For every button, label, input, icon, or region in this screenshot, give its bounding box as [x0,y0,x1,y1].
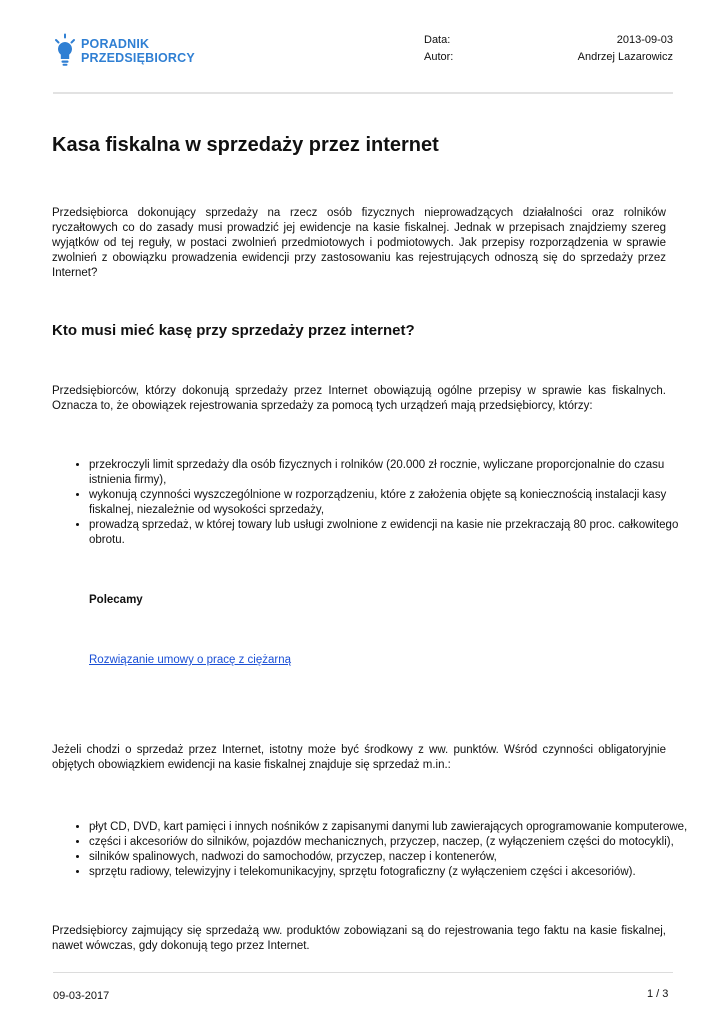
logo-line-1: PORADNIK [81,37,150,51]
list-item: • silników spalinowych, nadwozi do samochodów, przyczep, naczep i kontenerów, [89,850,703,865]
products-list [52,820,703,880]
list-item: • sprzętu radiowy, telewizyjny i telekomunikacyjny, sprzętu fotograficzny (z wyłączeniem części i akcesoriów). [89,865,703,880]
meta-date-row [424,33,673,50]
page-number: 1 / 3 [647,988,669,1000]
lightbulb-icon [53,33,77,67]
logo[interactable] [53,33,195,67]
list-item: • płyt CD, DVD, kart pamięci i innych nośników z zapisanymi danymi lub zawierających oprogramowanie komputerowe, [89,820,703,835]
obligations-list [52,458,703,548]
paragraph-2: Jeżeli chodzi o sprzedaż przez Internet, istotny może być środkowy z ww. punktów. Wśród czynności obligatoryjnie objętych obowiązkiem ewidencji na kasie fiskalnej znajduje się sprzedaż m.in.: [52,744,666,771]
footer-date: 09-03-2017 [53,990,110,1002]
header-divider [53,92,673,94]
list-item: • prowadzą sprzedaż, w której towary lub usługi zwolnione z ewidencji na kasie nie przekraczają 80 proc. całkowitego obrotu. [89,518,703,548]
logo-line-2: PRZEDSIĘBIORCY [81,51,195,65]
intro-paragraph: Przedsiębiorca dokonujący sprzedaży na rzecz osób fizycznych nieprowadzących działalności oraz rolników ryczałtowych co do zasady musi prowadzić jej ewidencje na kasie fiskalnej. Jednak w przepisach znajdziemy szereg wyjątków od tej reguły, w postaci zwolnień przedmiotowych i podmiotowych. Jak przepisy rozporządzenia w sprawie zwolnień z obowiązku prowadzenia ewidencji przy zastosowaniu kas rejestrujących odnoszą się do sprzedaży przez Internet? [52,207,666,279]
article-title: Kasa fiskalna w sprzedaży przez internet [52,134,439,156]
recommended-label: Polecamy [89,594,143,606]
logo-wordmark [81,37,195,65]
meta-date-value: 2013-09-03 [616,34,673,46]
meta-author-value: Andrzej Lazarowicz [577,51,673,63]
list-item: • części i akcesoriów do silników, pojazdów mechanicznych, przyczep, naczep, (z wyłączeniem części do motocykli), [89,835,703,850]
meta-date-label: Data: [424,34,451,46]
meta-author-label: Autor: [424,51,454,63]
meta-author-row [424,50,673,67]
recommended-link[interactable]: Rozwiązanie umowy o pracę z ciężarną [89,654,291,666]
paragraph-3: Przedsiębiorcy zajmujący się sprzedażą ww. produktów zobowiązani są do rejestrowania tego faktu na kasie fiskalnej, nawet wówczas, gdy dokonują tego przez Internet. [52,925,666,952]
footer-divider [53,972,673,973]
document-meta [424,33,673,67]
section-paragraph: Przedsiębiorców, którzy dokonują sprzedaży przez Internet obowiązują ogólne przepisy w sprawie kas fiskalnych. Oznacza to, że obowiązek rejestrowania sprzedaży za pomocą tych urządzeń mają przedsiębiorcy, którzy: [52,385,666,412]
list-item: • wykonują czynności wyszczególnione w rozporządzeniu, które z założenia objęte są koniecznością instalacji kasy fiskalnej, niezależnie od wysokości sprzedaży, [89,488,703,518]
list-item: • przekroczyli limit sprzedaży dla osób fizycznych i rolników (20.000 zł rocznie, wyliczane proporcjonalnie do czasu istnienia firmy), [89,458,703,488]
section-heading: Kto musi mieć kasę przy sprzedaży przez internet? [52,322,415,339]
